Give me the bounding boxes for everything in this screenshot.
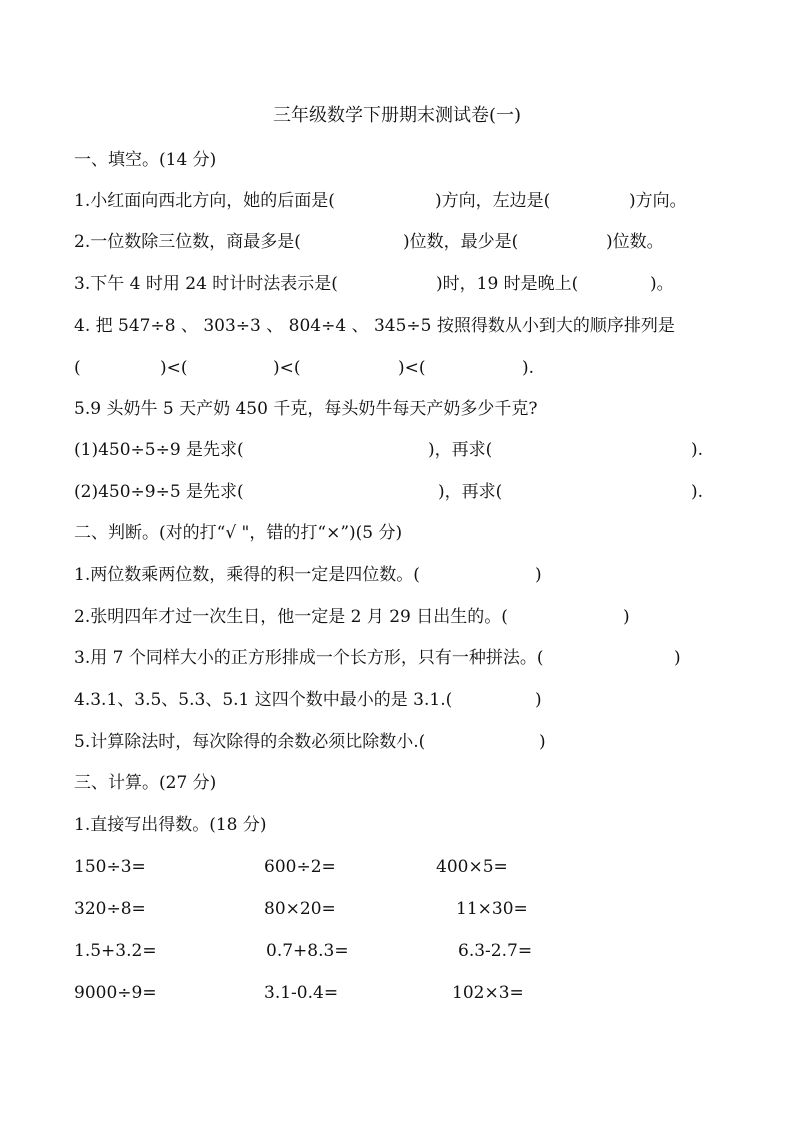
calc-row bbox=[74, 897, 714, 921]
section3-heading: 三、计算。(27 分) bbox=[74, 773, 217, 793]
q3-text-c: )。 bbox=[650, 274, 674, 294]
question-1-3 bbox=[74, 272, 734, 296]
calc-row bbox=[74, 855, 714, 879]
page-title: 三年级数学下册期末测试卷(一) bbox=[272, 105, 522, 126]
calc-item: 0.7+8.3= bbox=[266, 941, 349, 961]
question-1-5-sub2 bbox=[74, 480, 734, 504]
section3-sub1-heading: 1.直接写出得数。(18 分) bbox=[74, 815, 267, 835]
calc-item: 600÷2= bbox=[264, 857, 336, 877]
section2-heading: 二、判断。(对的打“√ "，错的打“×”)(5 分) bbox=[74, 523, 403, 543]
calc-item: 11×30= bbox=[456, 899, 528, 919]
q1-text-c: )方向。 bbox=[629, 191, 687, 211]
q2-text-c: )位数。 bbox=[606, 232, 664, 252]
q5-sub1-b: )，再求( bbox=[428, 440, 493, 460]
q4-paren-2: )<( bbox=[160, 358, 188, 378]
question-1-5-stem: 5.9 头奶牛 5 天产奶 450 千克，每头奶牛每天产奶多少千克? bbox=[74, 399, 538, 419]
judge-1-close: ) bbox=[535, 565, 542, 585]
judge-item-2 bbox=[74, 605, 734, 629]
q5-sub2-b: )，再求( bbox=[438, 482, 503, 502]
calc-item: 3.1-0.4= bbox=[264, 983, 339, 1003]
q5-sub1-a: (1)450÷5÷9 是先求( bbox=[74, 440, 244, 460]
question-1-1 bbox=[74, 189, 734, 213]
judge-2-text: 2.张明四年才过一次生日，他一定是 2 月 29 日出生的。( bbox=[74, 607, 508, 627]
question-1-5-sub1 bbox=[74, 438, 734, 462]
calc-item: 1.5+3.2= bbox=[74, 941, 157, 961]
q1-text-b: )方向，左边是( bbox=[435, 191, 551, 211]
calc-item: 80×20= bbox=[264, 899, 336, 919]
q4-paren-3: )<( bbox=[273, 358, 301, 378]
q5-sub1-c: ). bbox=[691, 440, 704, 460]
calc-item: 6.3-2.7= bbox=[458, 941, 533, 961]
q5-sub2-a: (2)450÷9÷5 是先求( bbox=[74, 482, 244, 502]
judge-3-close: ) bbox=[674, 648, 681, 668]
calc-item: 102×3= bbox=[452, 983, 524, 1003]
q2-text-b: )位数，最少是( bbox=[403, 232, 519, 252]
judge-4-close: ) bbox=[535, 690, 542, 710]
question-1-4-line1: 4. 把 547÷8 、 303÷3 、 804÷4 、 345÷5 按照得数从小到大的顺序排列是 bbox=[74, 316, 675, 336]
q2-text-a: 2.一位数除三位数，商最多是( bbox=[74, 232, 301, 252]
q4-paren-1: ( bbox=[74, 358, 81, 378]
calc-item: 150÷3= bbox=[74, 857, 146, 877]
question-1-4-line2 bbox=[74, 356, 734, 380]
q4-paren-5: ). bbox=[522, 358, 535, 378]
judge-item-3 bbox=[74, 646, 734, 670]
q4-paren-4: )<( bbox=[398, 358, 426, 378]
judge-item-1 bbox=[74, 563, 734, 587]
judge-2-close: ) bbox=[623, 607, 630, 627]
question-1-2 bbox=[74, 230, 734, 254]
q5-sub2-c: ). bbox=[691, 482, 704, 502]
q3-text-a: 3.下午 4 时用 24 时计时法表示是( bbox=[74, 274, 338, 294]
calc-row bbox=[74, 939, 714, 963]
judge-3-text: 3.用 7 个同样大小的正方形排成一个长方形，只有一种拼法。( bbox=[74, 648, 544, 668]
calc-item: 400×5= bbox=[436, 857, 508, 877]
calc-item: 320÷8= bbox=[74, 899, 146, 919]
judge-1-text: 1.两位数乘两位数，乘得的积一定是四位数。( bbox=[74, 565, 420, 585]
q1-text-a: 1.小红面向西北方向，她的后面是( bbox=[74, 191, 335, 211]
judge-5-close: ) bbox=[539, 732, 546, 752]
judge-4-text: 4.3.1、3.5、5.3、5.1 这四个数中最小的是 3.1.( bbox=[74, 690, 453, 710]
q3-text-b: )时，19 时是晚上( bbox=[436, 274, 579, 294]
judge-5-text: 5.计算除法时，每次除得的余数必须比除数小.( bbox=[74, 732, 426, 752]
judge-item-5 bbox=[74, 730, 734, 754]
section1-heading: 一、填空。(14 分) bbox=[74, 150, 217, 170]
calc-item: 9000÷9= bbox=[74, 983, 157, 1003]
calc-row bbox=[74, 981, 714, 1005]
judge-item-4 bbox=[74, 688, 734, 712]
